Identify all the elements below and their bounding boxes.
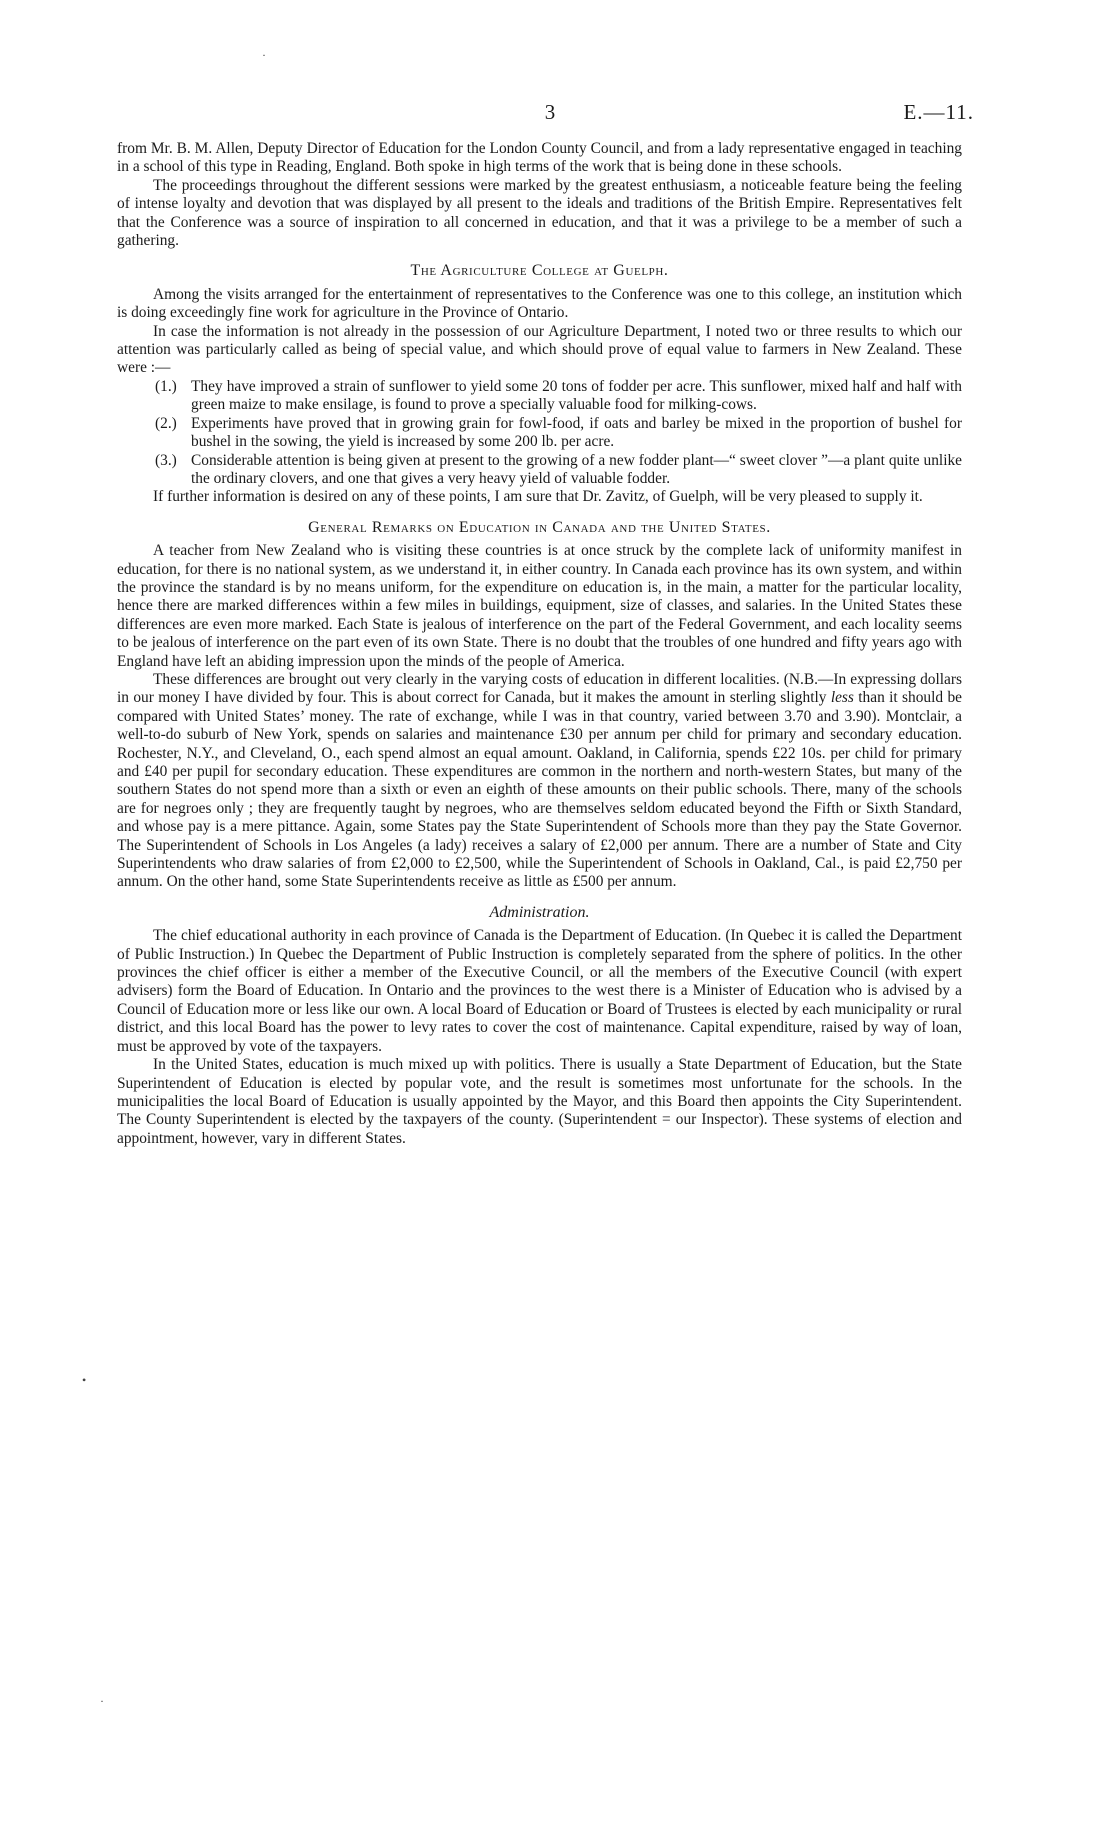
paragraph-costs-part1: These differences are brought out very clearly in the varying costs of education in different localities. (N.B.—In expressing dollars in our money I have divided by four. This is about correct for Canada, but it makes the amount in sterling slightly (117, 670, 962, 707)
stray-dot-mark: • (82, 1373, 87, 1387)
page-number: 3 (544, 100, 556, 124)
paragraph-further-info: If further information is desired on any of these points, I am sure that Dr. Zavitz, of Guelph, will be very pleased to supply it. (153, 488, 923, 506)
paragraph-agriculture-results: In case the information is not already in the possession of our Agriculture Department, I noted two or three results to which our attention was particularly called as being of special value, and which should prove of equal value to farmers in New Zealand. These were :— (117, 322, 962, 377)
section-heading-administration: Administration. (489, 903, 590, 921)
stray-dot-mark: · (100, 1694, 104, 1708)
paragraph-us-administration: In the United States, education is much mixed up with politics. There is usually a State Department of Education, but the State Superintendent of Education is elected by popular vote, and the result is sometimes most unfortunate for the schools. In the municipalities the local Board of Education is usually appointed by the Mayor, and this Board then appoints the City Superintendent. The County Superintendent is elected by the taxpayers of the county. (Superintendent = our Inspector). These systems of election and appointment, however, vary in different States. (117, 1056, 962, 1147)
paragraph-costs-part2: than it should be compared with United States’ money. The rate of exchange, while I was in that country, varied between 3.70 and 3.90). Montclair, a well-to-do suburb of New York, spends on salaries and maintenance £30 per annum per child for primary and secondary education. Rochester, N.Y., and Cleveland, O., each spend almost an equal amount. Oakland, in California, spends £22 10s. per child for primary and £40 per pupil for secondary education. These expenditures are common in the northern and north-western States, but many of the southern States do not spend more than a sixth or even an eighth of these amounts on their public schools. There, many of the schools are for negroes only ; they are frequently taught by negroes, who are themselves seldom educated beyond the Fifth or Sixth Standard, and whose pay is a mere pittance. Again, some States pay the State Superintendent of Schools more than they pay the State Governor. The Superintendent of Schools in Los Angeles (a lady) receives a salary of £2,000 per annum. There are a number of State and City Superintendents who draw salaries of from £2,000 to £2,500, while the Superintendent of Schools in Oakland, Cal., is paid £2,750 per annum. On the other hand, some State Superintendents receive as little as £500 per annum. (117, 689, 962, 891)
paragraph-uniformity: A teacher from New Zealand who is visiting these countries is at once struck by the complete lack of uniformity manifest in education, for there is no national system, as we understand it, in either country. In Canada each province has its own system, and within the province the standard is by no means uniform, for the expenditure on education is, in the main, a matter for the particular locality, hence there are marked differences within a few miles in buildings, equipment, size of classes, and salaries. In the United States these differences are even more marked. Each State is jealous of interference on the part of the Federal Government, and each locality seems to be jealous of interference on the part even of its own State. There is no doubt that the troubles of one hundred and fifty years ago with England have left an abiding impression upon the minds of the people of America. (117, 542, 962, 670)
list-item-text: They have improved a strain of sunflower to yield some 20 tons of fodder per acre. This sunflower, mixed half and half with green maize to make ensilage, is found to prove a specially valuable food for milking-cows. (191, 377, 962, 414)
list-item-number: (3.) (155, 451, 177, 469)
paragraph-costs-emphasis: less (830, 689, 854, 707)
paragraph-costs (117, 671, 962, 892)
document-body (117, 140, 962, 1148)
document-reference: E.—11. (903, 100, 974, 124)
list-item (155, 378, 962, 415)
list-item-text: Experiments have proved that in growing grain for fowl-food, if oats and barley be mixed in the proportion of bushel for bushel in the sowing, the yield is increased by some 200 lb. per acre. (191, 414, 962, 451)
paragraph-allen: from Mr. B. M. Allen, Deputy Director of Education for the London County Council, and from a lady representative engaged in teaching in a school of this type in Reading, England. Both spoke in high terms of the work that is being done in these schools. (117, 140, 962, 176)
stray-dot-mark: · (262, 48, 266, 62)
list-item-text: Considerable attention is being given at present to the growing of a new fodder plant—“ sweet clover ”—a plant quite unlike the ordinary clovers, and one that gives a very heavy yield of valuable fodder. (191, 451, 962, 487)
list-item-number: (2.) (155, 414, 177, 432)
paragraph-proceedings: The proceedings throughout the different sessions were marked by the greatest enthusiasm, a noticeable feature being the feeling of intense loyalty and devotion that was displayed by all present to the ideals and traditions of the British Empire. Representatives felt that the Conference was a source of inspiration to all concerned in education, and that it was a privilege to be a member of such a gathering. (117, 176, 962, 250)
paragraph-visits: Among the visits arranged for the entertainment of representatives to the Conference was one to this college, an institution which is doing exceedingly fine work for agriculture in the Province of Ontario. (117, 285, 962, 322)
list-item (155, 415, 962, 452)
section-heading-general-remarks: General Remarks on Education in Canada and the United States. (308, 518, 771, 536)
list-item-number: (1.) (155, 377, 177, 395)
list-item (155, 452, 962, 489)
section-heading-agriculture-college: The Agriculture College at Guelph. (410, 262, 669, 280)
paragraph-canada-administration: The chief educational authority in each province of Canada is the Department of Education. (In Quebec it is called the Department of Public Instruction.) In Quebec the Department of Public Instruction is completely separated from the sphere of politics. In the other provinces the chief officer is either a member of the Executive Council, or all the members of the Executive Council (with expert advisers) form the Board of Education. In Ontario and the provinces to the west there is a Minister of Education who is advised by a Council of Education more or less like our own. A local Board of Education or Board of Trustees is elected by each municipality or rural district, and this local Board has the power to levy rates to cover the cost of maintenance. Capital expenditure, raised by way of loan, must be approved by vote of the taxpayers. (117, 927, 962, 1055)
